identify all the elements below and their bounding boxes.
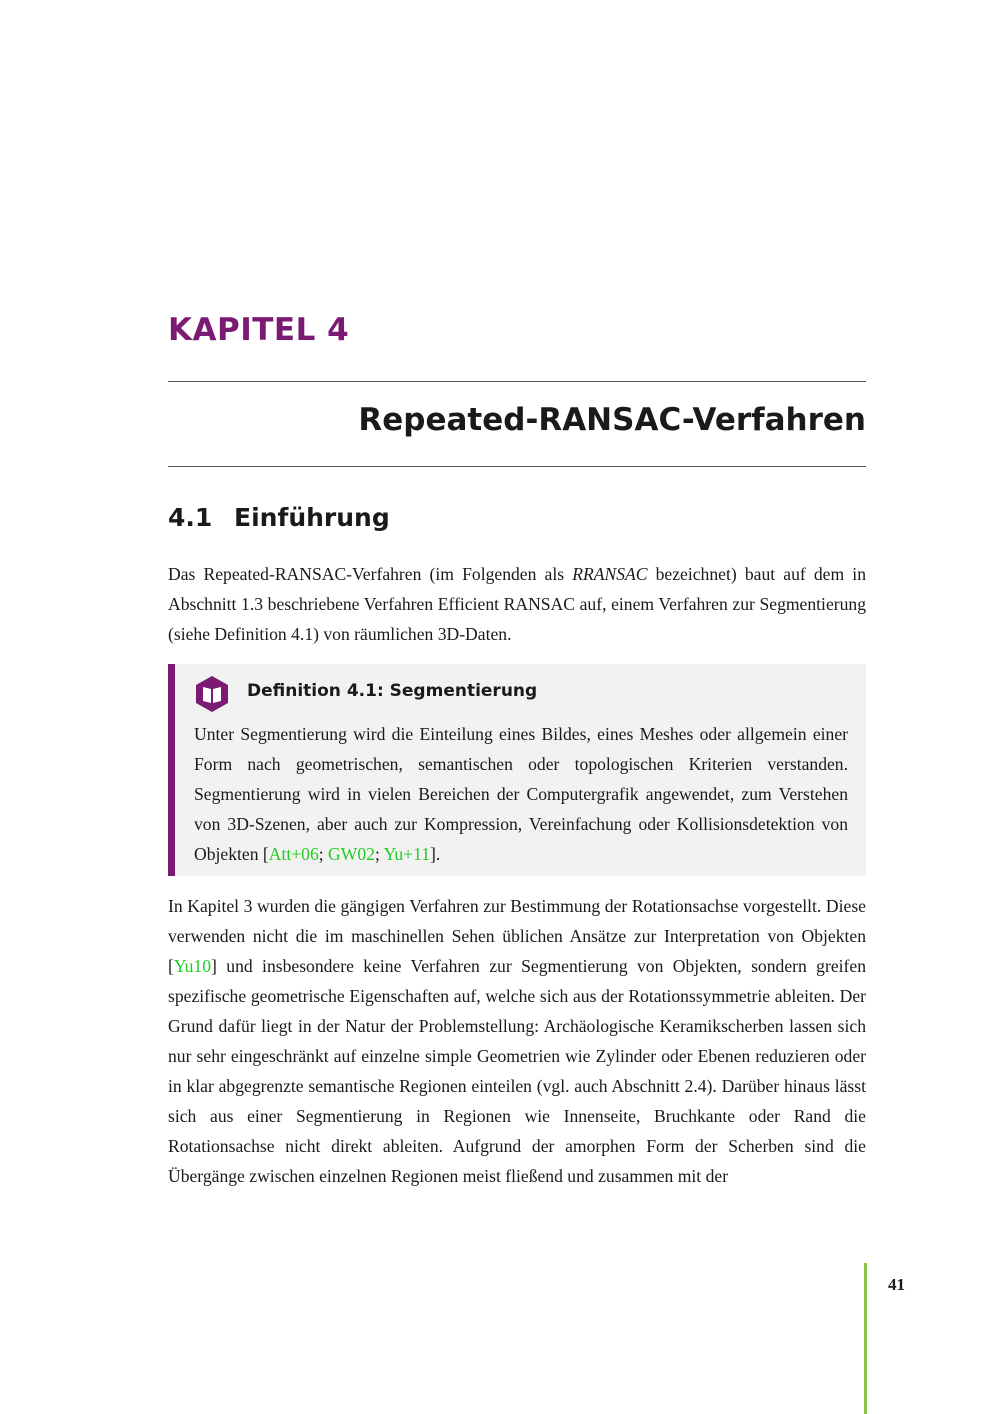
main-paragraph: [168, 891, 866, 1191]
intro-text-end: bezeichnet) baut auf dem in Abschnitt 1.3 beschriebene Verfahren Efficient RANSAC auf, einem Verfahren zur Segmentierung (siehe Definition 4.1) von räumlichen 3D-Daten.: [168, 564, 866, 644]
intro-text-start: Das Repeated-RANSAC-Verfahren (im Folgenden als: [168, 564, 573, 584]
citation-yu11[interactable]: Yu+11: [383, 844, 431, 864]
citation-yu10[interactable]: Yu10: [173, 956, 212, 976]
definition-text: Unter Segmentierung wird die Einteilung eines Bildes, eines Meshes oder allgemein einer Form nach geometrischen, semantischen oder topologischen Kriterien verstanden. Segmentierung wird in vielen Bereichen der Computergrafik angewendet, zum Verstehen von 3D-Szenen, aber auch zur Kompression, Vereinfachung oder Kollisionsdetektion von Objekten: [194, 724, 848, 864]
citation-gw02[interactable]: GW02: [328, 844, 375, 864]
cite-separator: ;: [318, 844, 329, 864]
page-number: 41: [888, 1275, 905, 1294]
cite-bracket-open: [: [262, 844, 269, 864]
definition-title: Definition 4.1: Segmentierung: [247, 681, 538, 701]
section-title: Einführung: [234, 503, 390, 532]
citation-att06[interactable]: Att+06: [268, 844, 319, 864]
chapter-rule-top: [168, 381, 866, 382]
definition-box: [168, 664, 866, 876]
cite-separator: ;: [374, 844, 384, 864]
cite-bracket-close: ]: [211, 956, 217, 976]
rransac-term: RRANSAC: [572, 564, 648, 584]
section-number: 4.1: [168, 503, 213, 532]
intro-paragraph: [168, 559, 866, 649]
chapter-label: KAPITEL 4: [168, 312, 350, 348]
page-marker-bar: [864, 1263, 867, 1414]
main-text-start: In Kapitel 3 wurden die gängigen Verfahren zur Bestimmung der Rotationsachse vorgestellt. Diese verwenden nicht die im maschinellen Sehen üblichen Ansätze zur Interpretation von Objekten: [168, 896, 866, 946]
section-heading: [168, 502, 390, 535]
cite-bracket-open: [: [168, 956, 174, 976]
cite-bracket-close: ].: [430, 844, 441, 864]
chapter-rule-bottom: [168, 466, 866, 467]
definition-body: [194, 719, 848, 869]
main-text-end: und insbesondere keine Verfahren zur Segmentierung von Objekten, sondern greifen spezifische geometrische Eigenschaften auf, welche sich aus der Rotationssymmetrie ableiten. Der Grund dafür liegt in der Natur der Problemstellung: Archäologische Keramikscherben lassen sich nur sehr eingeschränkt auf einzelne simple Geometrien wie Zylinder oder Ebenen reduzieren oder in klar abgegrenzte semantische Regionen einteilen (vgl. auch Abschnitt 2.4). Darüber hinaus lässt sich aus einer Segmentierung in Regionen wie Innenseite, Bruchkante oder Rand die Rotationsachse nicht direkt ableiten. Aufgrund der amorphen Form der Scherben sind die Übergänge zwischen einzelnen Regionen meist fließend und zusammen mit der: [168, 956, 866, 1186]
book-icon: [194, 675, 230, 713]
chapter-title: Repeated-RANSAC-Verfahren: [358, 402, 866, 438]
